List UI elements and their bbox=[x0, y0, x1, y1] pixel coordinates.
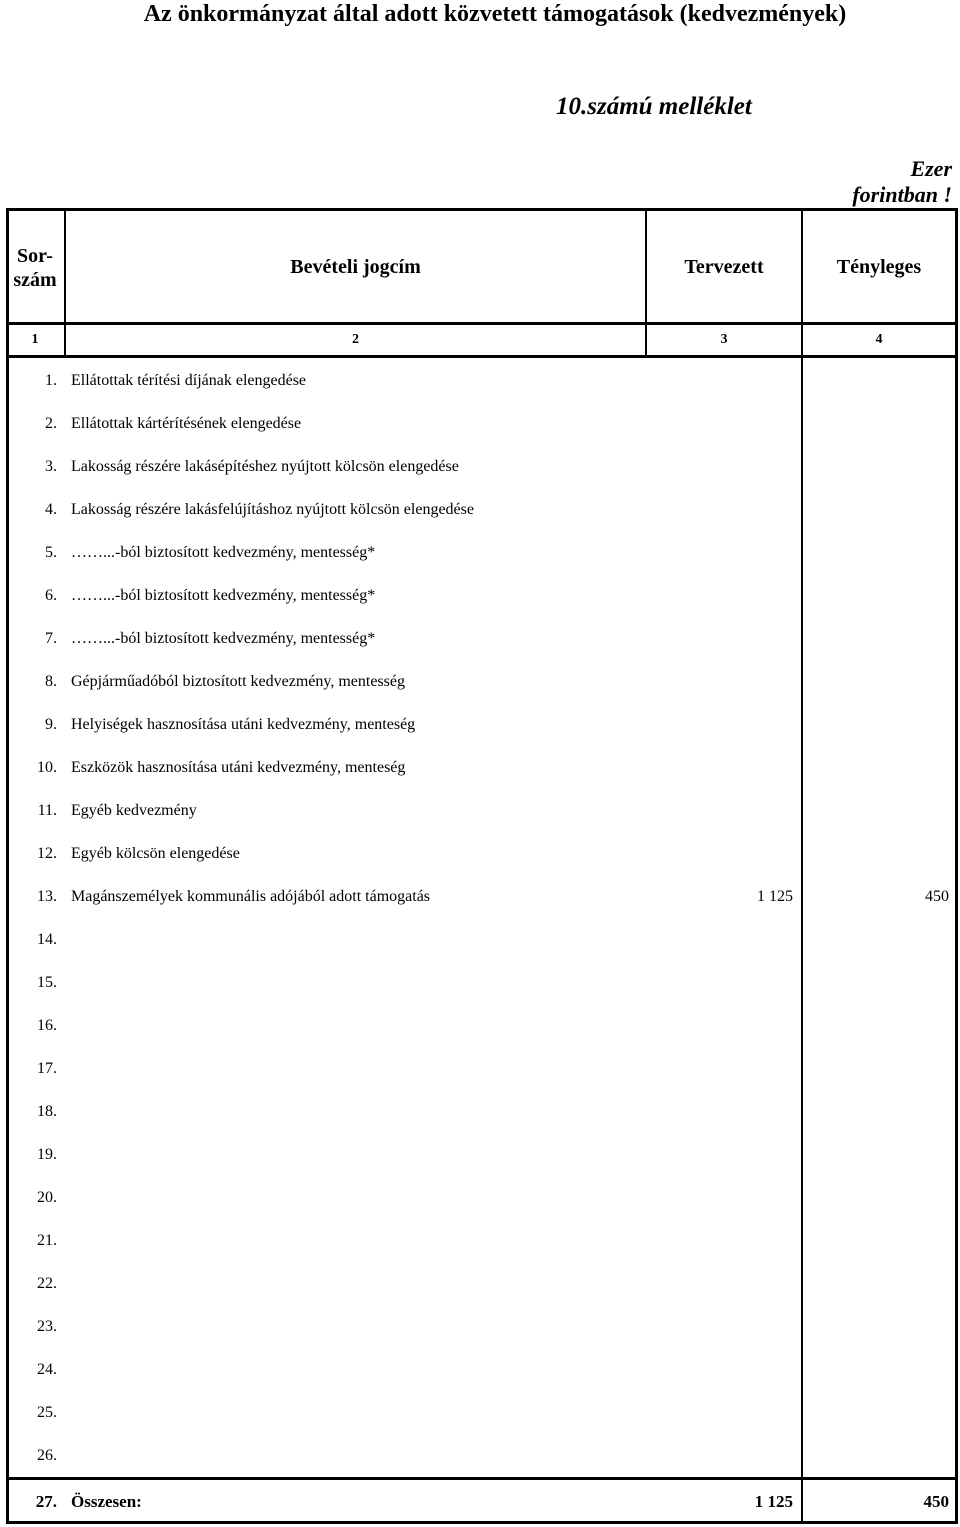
row-label: Lakosság részére lakásfelújításhoz nyújtott kölcsön elengedése bbox=[71, 501, 474, 518]
page-title: Az önkormányzat által adott közvetett támogatások (kedvezmények) bbox=[143, 1, 847, 27]
row-label: Magánszemélyek kommunális adójából adott támogatás bbox=[71, 888, 431, 905]
row-number: 15. bbox=[37, 974, 57, 991]
table-row bbox=[6, 703, 958, 746]
header-sorszam bbox=[6, 244, 64, 292]
table-row bbox=[6, 1305, 958, 1348]
row-number: 26. bbox=[37, 1447, 57, 1464]
row-number: 25. bbox=[37, 1404, 57, 1421]
table-row bbox=[6, 574, 958, 617]
row-number: 2. bbox=[45, 415, 57, 432]
row-number: 16. bbox=[37, 1017, 57, 1034]
unit-note-line1: Ezer bbox=[910, 156, 952, 181]
total-planned: 1 125 bbox=[754, 1492, 793, 1511]
row-planned: 1 125 bbox=[757, 888, 793, 905]
row-label: Egyéb kedvezmény bbox=[71, 802, 197, 819]
table-row bbox=[6, 1391, 958, 1434]
unit-note bbox=[822, 156, 952, 208]
row-number: 14. bbox=[37, 931, 57, 948]
row-number: 18. bbox=[37, 1103, 57, 1120]
row-number: 6. bbox=[45, 587, 57, 604]
unit-note-line2: forintban ! bbox=[852, 182, 952, 207]
column-number-1: 1 bbox=[31, 332, 39, 347]
row-label: ……...-ból biztosított kedvezmény, mentesség* bbox=[71, 587, 376, 604]
table-row bbox=[6, 402, 958, 445]
row-number: 5. bbox=[45, 544, 57, 561]
table-row bbox=[6, 1004, 958, 1047]
table-row bbox=[6, 832, 958, 875]
total-number: 27. bbox=[35, 1492, 57, 1511]
table-row bbox=[6, 1262, 958, 1305]
table-row bbox=[6, 789, 958, 832]
row-label: ……...-ból biztosított kedvezmény, mentesség* bbox=[71, 630, 376, 647]
row-number: 24. bbox=[37, 1361, 57, 1378]
header-sorszam-line1: Sor- bbox=[17, 245, 53, 267]
table-row bbox=[6, 660, 958, 703]
row-label: Gépjárműadóból biztosított kedvezmény, mentesség bbox=[71, 673, 405, 690]
column-number-3: 3 bbox=[720, 332, 728, 347]
row-label: Eszközök hasznosítása utáni kedvezmény, menteség bbox=[71, 759, 406, 776]
row-number: 13. bbox=[37, 888, 57, 905]
table-row bbox=[6, 1348, 958, 1391]
row-label: Lakosság részére lakásépítéshez nyújtott kölcsön elengedése bbox=[71, 458, 459, 475]
table-row bbox=[6, 1219, 958, 1262]
table-row bbox=[6, 1133, 958, 1176]
row-actual: 450 bbox=[925, 888, 949, 905]
row-number: 21. bbox=[37, 1232, 57, 1249]
total-label: Összesen: bbox=[71, 1492, 142, 1511]
column-number-4: 4 bbox=[875, 332, 883, 347]
row-label: Ellátottak térítési díjának elengedése bbox=[71, 372, 307, 389]
row-label: Helyiségek hasznosítása utáni kedvezmény, menteség bbox=[71, 716, 416, 733]
header-jogcim: Bevételi jogcím bbox=[290, 256, 421, 278]
table-row bbox=[6, 488, 958, 531]
table-row bbox=[6, 531, 958, 574]
table-row bbox=[6, 1047, 958, 1090]
row-number: 7. bbox=[45, 630, 57, 647]
header-rule bbox=[6, 322, 958, 325]
header-tenyleges: Tényleges bbox=[836, 256, 922, 278]
table-row bbox=[6, 1176, 958, 1219]
total-actual: 450 bbox=[923, 1492, 949, 1511]
table-row bbox=[6, 961, 958, 1004]
header-tervezett: Tervezett bbox=[684, 256, 764, 278]
row-number: 12. bbox=[37, 845, 57, 862]
row-label: ……...-ból biztosított kedvezmény, mentesség* bbox=[71, 544, 376, 561]
row-number: 19. bbox=[37, 1146, 57, 1163]
table-row bbox=[6, 1090, 958, 1133]
table-row bbox=[6, 445, 958, 488]
row-number: 23. bbox=[37, 1318, 57, 1335]
total-row bbox=[6, 1480, 958, 1523]
row-label: Egyéb kölcsön elengedése bbox=[71, 845, 240, 862]
header-sorszam-line2: szám bbox=[13, 269, 57, 291]
row-number: 8. bbox=[45, 673, 57, 690]
row-label: Ellátottak kártérítésének elengedése bbox=[71, 415, 302, 432]
row-number: 22. bbox=[37, 1275, 57, 1292]
row-number: 11. bbox=[37, 802, 57, 819]
table-row bbox=[6, 1434, 958, 1477]
row-number: 4. bbox=[45, 501, 57, 518]
table-row bbox=[6, 918, 958, 961]
colnum-rule bbox=[6, 355, 958, 358]
table-row bbox=[6, 875, 958, 918]
row-number: 3. bbox=[45, 458, 57, 475]
table-row bbox=[6, 746, 958, 789]
column-number-2: 2 bbox=[352, 332, 359, 347]
row-number: 1. bbox=[45, 372, 57, 389]
row-number: 10. bbox=[37, 759, 57, 776]
table-row bbox=[6, 617, 958, 660]
row-number: 20. bbox=[37, 1189, 57, 1206]
row-number: 9. bbox=[45, 716, 57, 733]
annex-label: 10.számú melléklet bbox=[556, 93, 752, 120]
table-row bbox=[6, 359, 958, 402]
row-number: 17. bbox=[37, 1060, 57, 1077]
